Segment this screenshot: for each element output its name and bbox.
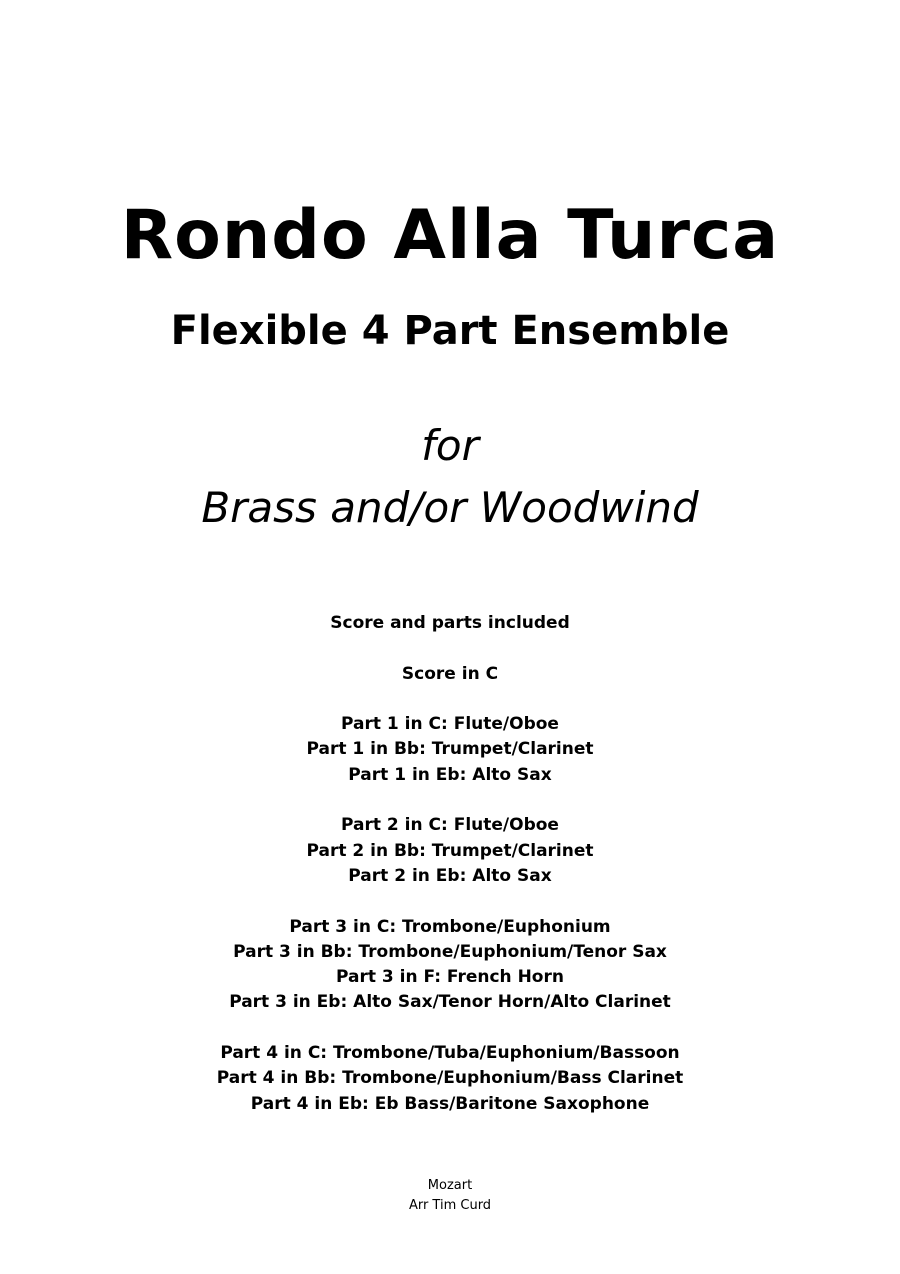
for-label: for	[421, 421, 479, 470]
score-line: Score in C	[401, 663, 499, 684]
composer-name: Mozart	[427, 1178, 473, 1193]
spacer	[0, 1016, 900, 1041]
part-line: Part 1 in C: Flute/Oboe	[341, 714, 559, 735]
part-line: Part 4 in Bb: Trombone/Euphonium/Bass Clarinet	[216, 1068, 684, 1089]
part-line: Part 3 in F: French Horn	[336, 967, 564, 988]
spacer	[0, 636, 900, 661]
part-line: Part 3 in C: Trombone/Euphonium	[289, 916, 611, 937]
credits-block	[0, 1176, 900, 1216]
part-line: Part 1 in Eb: Alto Sax	[348, 764, 552, 785]
part-line: Part 4 in Eb: Eb Bass/Baritone Saxophone	[250, 1093, 650, 1114]
parts-list	[0, 611, 900, 1117]
part-line: Part 2 in Eb: Alto Sax	[348, 865, 552, 886]
ensemble-subtitle: Flexible 4 Part Ensemble	[170, 308, 730, 354]
part-line: Part 3 in Bb: Trombone/Euphonium/Tenor Sax	[233, 941, 667, 962]
part-line: Part 1 in Bb: Trumpet/Clarinet	[306, 739, 594, 760]
contents-intro: Score and parts included	[330, 613, 570, 633]
part-line: Part 2 in Bb: Trumpet/Clarinet	[306, 840, 594, 861]
instrumentation-line: Brass and/or Woodwind	[201, 483, 699, 532]
spacer	[0, 889, 900, 914]
part-line: Part 4 in C: Trombone/Tuba/Euphonium/Bassoon	[220, 1043, 680, 1064]
part-line: Part 3 in Eb: Alto Sax/Tenor Horn/Alto Clarinet	[229, 992, 671, 1013]
part-line: Part 2 in C: Flute/Oboe	[341, 815, 559, 836]
arranger-credit: Arr Tim Curd	[408, 1198, 492, 1213]
spacer	[0, 687, 900, 712]
piece-title: Rondo Alla Turca	[120, 196, 780, 275]
spacer	[0, 788, 900, 813]
